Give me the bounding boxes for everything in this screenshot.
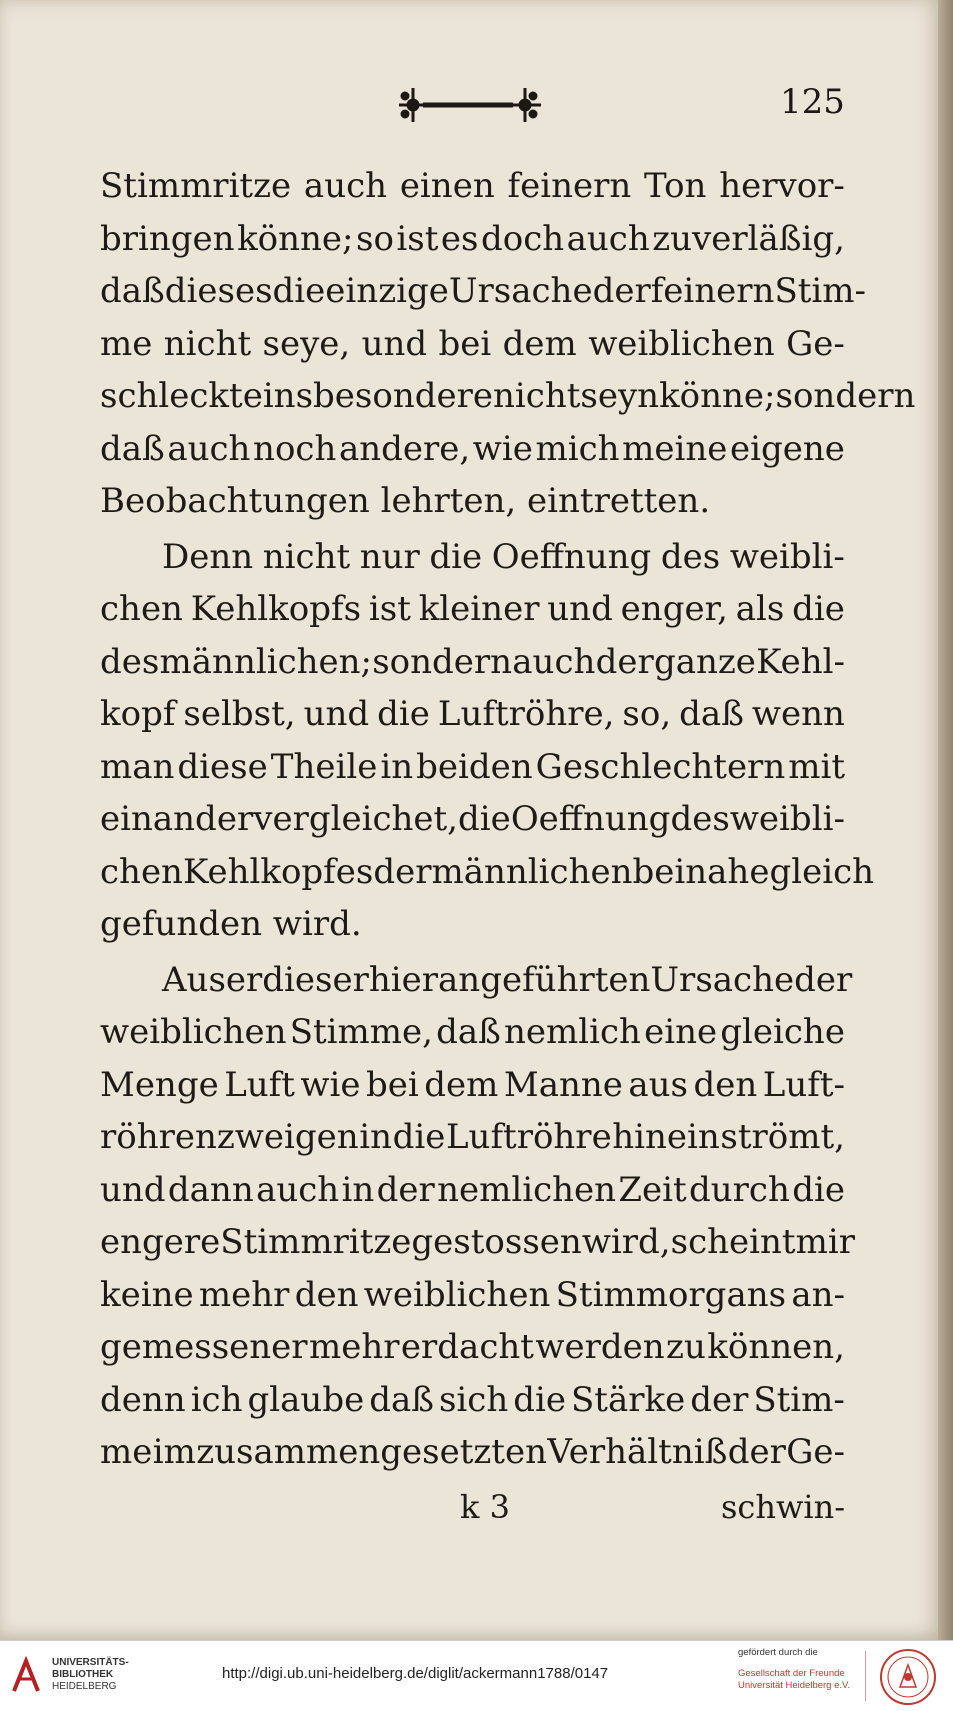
text-word: der (595, 641, 654, 682)
text-word: röhrenzweigen (100, 1117, 359, 1157)
text-line (100, 636, 845, 689)
text-word: wird, (581, 1222, 671, 1262)
text-word: aus (628, 1064, 688, 1105)
text-word: Luft- (762, 1064, 845, 1105)
text-word: der (727, 1432, 786, 1472)
text-word: nicht (163, 323, 252, 364)
text-word: könne; (237, 218, 354, 259)
text-line (100, 423, 845, 476)
text-word: mit (788, 746, 845, 787)
page-edge (938, 0, 953, 1640)
text-word: und (100, 1169, 166, 1210)
text-word: den (693, 1064, 758, 1105)
text-word: insbesondere (262, 376, 493, 416)
text-word: Luftröhre, (437, 694, 615, 734)
text-word: kopf (100, 694, 176, 734)
text-word: nur (359, 536, 420, 577)
text-word: Kehl- (756, 641, 845, 682)
text-word: Zeit (618, 1169, 687, 1210)
text-word: einzige (325, 271, 449, 311)
text-word: die (392, 1117, 446, 1157)
text-line (100, 954, 853, 1007)
text-word: nicht (262, 536, 351, 577)
university-seal-icon (878, 1647, 938, 1707)
text-word: hinein (612, 1117, 720, 1157)
page-footer-marks (100, 1488, 845, 1538)
text-line (100, 1321, 845, 1374)
text-word: feinern (507, 166, 632, 206)
text-word: männlichen (431, 851, 633, 892)
text-word: als (735, 589, 785, 629)
university-library-logo-icon (10, 1655, 44, 1695)
text-word: schleckte (100, 376, 263, 416)
text-line (100, 583, 845, 636)
text-word: auch (167, 428, 251, 469)
text-word: der (690, 1379, 749, 1420)
text-line (100, 213, 845, 266)
text-line (100, 370, 916, 423)
text-line (100, 1059, 845, 1112)
text-word: erdacht (400, 1327, 534, 1367)
text-word: wie (300, 1064, 361, 1105)
page-number: 125 (780, 82, 845, 122)
text-word: selbst, (183, 694, 296, 734)
text-word: bei (366, 1064, 419, 1105)
text-word: im (152, 1432, 196, 1472)
text-word: dieses (164, 271, 273, 311)
text-line (100, 1111, 845, 1164)
text-word: daß (369, 1379, 434, 1420)
text-word: weibli- (729, 536, 845, 577)
text-word: können, (707, 1327, 845, 1367)
text-word: die (792, 589, 845, 629)
text-word: wie (472, 428, 533, 469)
text-word: ich (190, 1379, 243, 1420)
text-word: meine (622, 428, 728, 469)
text-word: männlichen; (159, 641, 373, 682)
text-word: Verhältniß (547, 1432, 728, 1472)
text-word: beinahe (632, 851, 770, 892)
text-word: in (380, 746, 414, 787)
text-word: nicht (493, 376, 581, 416)
text-word: gemessener (100, 1327, 308, 1367)
text-word: die (458, 799, 511, 839)
text-word: Geschlechtern (535, 746, 786, 787)
text-word: weiblichen (363, 1274, 551, 1315)
text-word: Stimme, (289, 1012, 433, 1052)
text-line (100, 160, 845, 213)
text-word: auch (256, 1169, 340, 1210)
text-word: Stim- (753, 1379, 845, 1420)
text-word: weiblichen (588, 323, 775, 364)
text-word: feinern (650, 271, 775, 311)
text-word: Luftröhre (445, 1117, 612, 1157)
text-word: und (361, 323, 428, 364)
text-word: Ge- (786, 1432, 845, 1472)
text-word: an- (791, 1274, 845, 1315)
text-word: so (356, 218, 394, 259)
text-line (100, 1216, 855, 1269)
text-word: des (670, 799, 730, 839)
text-word: könne; (659, 376, 776, 416)
text-word: mehr (198, 1274, 290, 1315)
text-word: und (547, 589, 613, 629)
text-word: zu (666, 1327, 706, 1367)
text-word: kleiner (418, 589, 540, 629)
text-word: mich (535, 428, 620, 469)
text-word: zusammengesetzten (196, 1432, 547, 1472)
text-word: dem (424, 1064, 499, 1105)
text-word: weiblichen (100, 1012, 287, 1052)
sponsor-divider (865, 1651, 866, 1701)
text-word: engere (100, 1222, 221, 1262)
text-word: scheint (670, 1222, 796, 1262)
text-word: Stimmorgans (555, 1274, 787, 1315)
text-line (100, 531, 845, 584)
text-line (100, 1374, 845, 1427)
text-line (100, 846, 875, 899)
text-word: keine (100, 1274, 194, 1315)
text-word: gefunden wird. (100, 904, 362, 944)
text-word: gleiche (720, 1012, 845, 1052)
text-word: daß (679, 694, 744, 734)
text-word: Ge- (786, 323, 845, 364)
text-word: chen (100, 851, 183, 892)
text-word: und (303, 694, 370, 734)
text-word: die (272, 271, 326, 311)
text-word: es (440, 218, 479, 259)
text-word: Ton (644, 166, 707, 206)
text-word: die (429, 536, 483, 577)
text-line (100, 1006, 845, 1059)
text-word: daß (100, 428, 165, 469)
text-word: die (792, 1169, 845, 1210)
text-word: Ursache (650, 959, 795, 1000)
text-word: zuverläßig, (652, 218, 845, 259)
text-word: Oeffnung (491, 536, 652, 577)
text-word: wenn (751, 694, 845, 734)
text-word: durch (689, 1169, 790, 1210)
text-line (100, 265, 867, 318)
text-word: me (100, 323, 153, 364)
library-name: UNIVERSITÄTS- BIBLIOTHEK HEIDELBERG (52, 1657, 129, 1692)
text-word: man (100, 746, 175, 787)
text-word: Theile (270, 746, 378, 787)
text-word: der (592, 271, 651, 311)
text-word: daß (436, 1012, 501, 1052)
text-word: die (377, 694, 430, 734)
text-word: Beobachtungen lehrten, eintretten. (100, 481, 711, 521)
text-word: Kehlkopfes (182, 851, 374, 892)
text-word: auch (303, 166, 388, 206)
text-word: einen (399, 166, 495, 206)
text-word: sich (438, 1379, 509, 1420)
text-line (100, 741, 845, 794)
text-word: ist (396, 218, 439, 259)
digitization-footer (0, 1640, 953, 1711)
text-word: Stimmritze (220, 1222, 412, 1262)
sponsor-block: gefördert durch die Gesellschaft der Freunde Universität Heidelberg e.V. (738, 1647, 851, 1691)
text-word: Kehlkopfs (190, 589, 362, 629)
text-word: die (513, 1379, 566, 1420)
text-word: Auser (162, 959, 263, 1000)
text-word: des (100, 641, 160, 682)
text-word: andere, (338, 428, 471, 469)
text-word: werden (535, 1327, 665, 1367)
text-word: eine (644, 1012, 718, 1052)
text-word: enger, (620, 589, 728, 629)
text-word: Luft (224, 1064, 295, 1105)
text-word: seye, (262, 323, 351, 364)
text-word: dann (167, 1169, 254, 1210)
catchword: schwin- (721, 1488, 845, 1526)
text-word: ist (368, 589, 411, 629)
text-word: in (341, 1169, 375, 1210)
text-word: doch (480, 218, 565, 259)
text-word: strömt, (720, 1117, 845, 1157)
text-word: eigene (730, 428, 845, 469)
permalink-url[interactable]: http://digi.ub.uni-heidelberg.de/diglit/ackermann1788/0147 (222, 1665, 609, 1682)
text-line (100, 318, 845, 371)
text-word: Oeffnung (510, 799, 671, 839)
ornamental-rule-icon (395, 82, 545, 128)
text-word: denn (100, 1379, 186, 1420)
text-word: gleich (769, 851, 875, 892)
text-word: Stärke (571, 1379, 686, 1420)
text-word: der (373, 851, 432, 892)
text-word: vergleichet, (253, 799, 458, 839)
text-word: einander (100, 799, 254, 839)
text-word: Stim- (774, 271, 867, 311)
text-word: ganze (653, 641, 756, 682)
text-word: Menge (100, 1064, 219, 1105)
text-word: hier (368, 959, 439, 1000)
text-line (100, 475, 845, 528)
text-word: beiden (416, 746, 533, 787)
text-word: der (794, 959, 853, 1000)
text-word: daß (100, 271, 165, 311)
text-line (100, 688, 845, 741)
text-word: Stimmritze (100, 166, 292, 206)
text-word: mehr (308, 1327, 400, 1367)
text-word: auch (566, 218, 650, 259)
text-word: dieser (262, 959, 369, 1000)
text-word: glaube (247, 1379, 365, 1420)
text-word: Denn (162, 536, 254, 577)
body-text (100, 160, 916, 1479)
text-line (100, 793, 845, 846)
text-word: chen (100, 589, 183, 629)
text-word: noch (253, 428, 337, 469)
text-word: auch (512, 641, 596, 682)
text-word: sondern (775, 376, 916, 416)
text-word: weibli- (729, 799, 845, 839)
text-line (100, 898, 845, 951)
text-word: nemlichen (437, 1169, 617, 1210)
text-line (100, 1426, 845, 1479)
text-word: der (376, 1169, 435, 1210)
text-word: so, (622, 694, 672, 734)
text-word: sondern (372, 641, 513, 682)
text-word: nemlich (504, 1012, 641, 1052)
text-word: dem (502, 323, 577, 364)
text-word: me (100, 1432, 153, 1472)
text-word: bringen (100, 218, 235, 259)
text-word: seyn (580, 376, 660, 416)
text-word: Ursache (448, 271, 593, 311)
text-word: Manne (503, 1064, 623, 1105)
text-word: des (660, 536, 721, 577)
text-word: in (359, 1117, 393, 1157)
signature-mark: k 3 (460, 1488, 510, 1526)
text-word: angeführten (438, 959, 651, 1000)
text-line (100, 1269, 845, 1322)
text-word: den (294, 1274, 359, 1315)
text-word: bei (438, 323, 492, 364)
text-word: mir (795, 1222, 855, 1262)
text-line (100, 1164, 845, 1217)
text-word: diese (177, 746, 268, 787)
text-word: hervor- (719, 166, 845, 206)
text-word: gestossen (411, 1222, 582, 1262)
